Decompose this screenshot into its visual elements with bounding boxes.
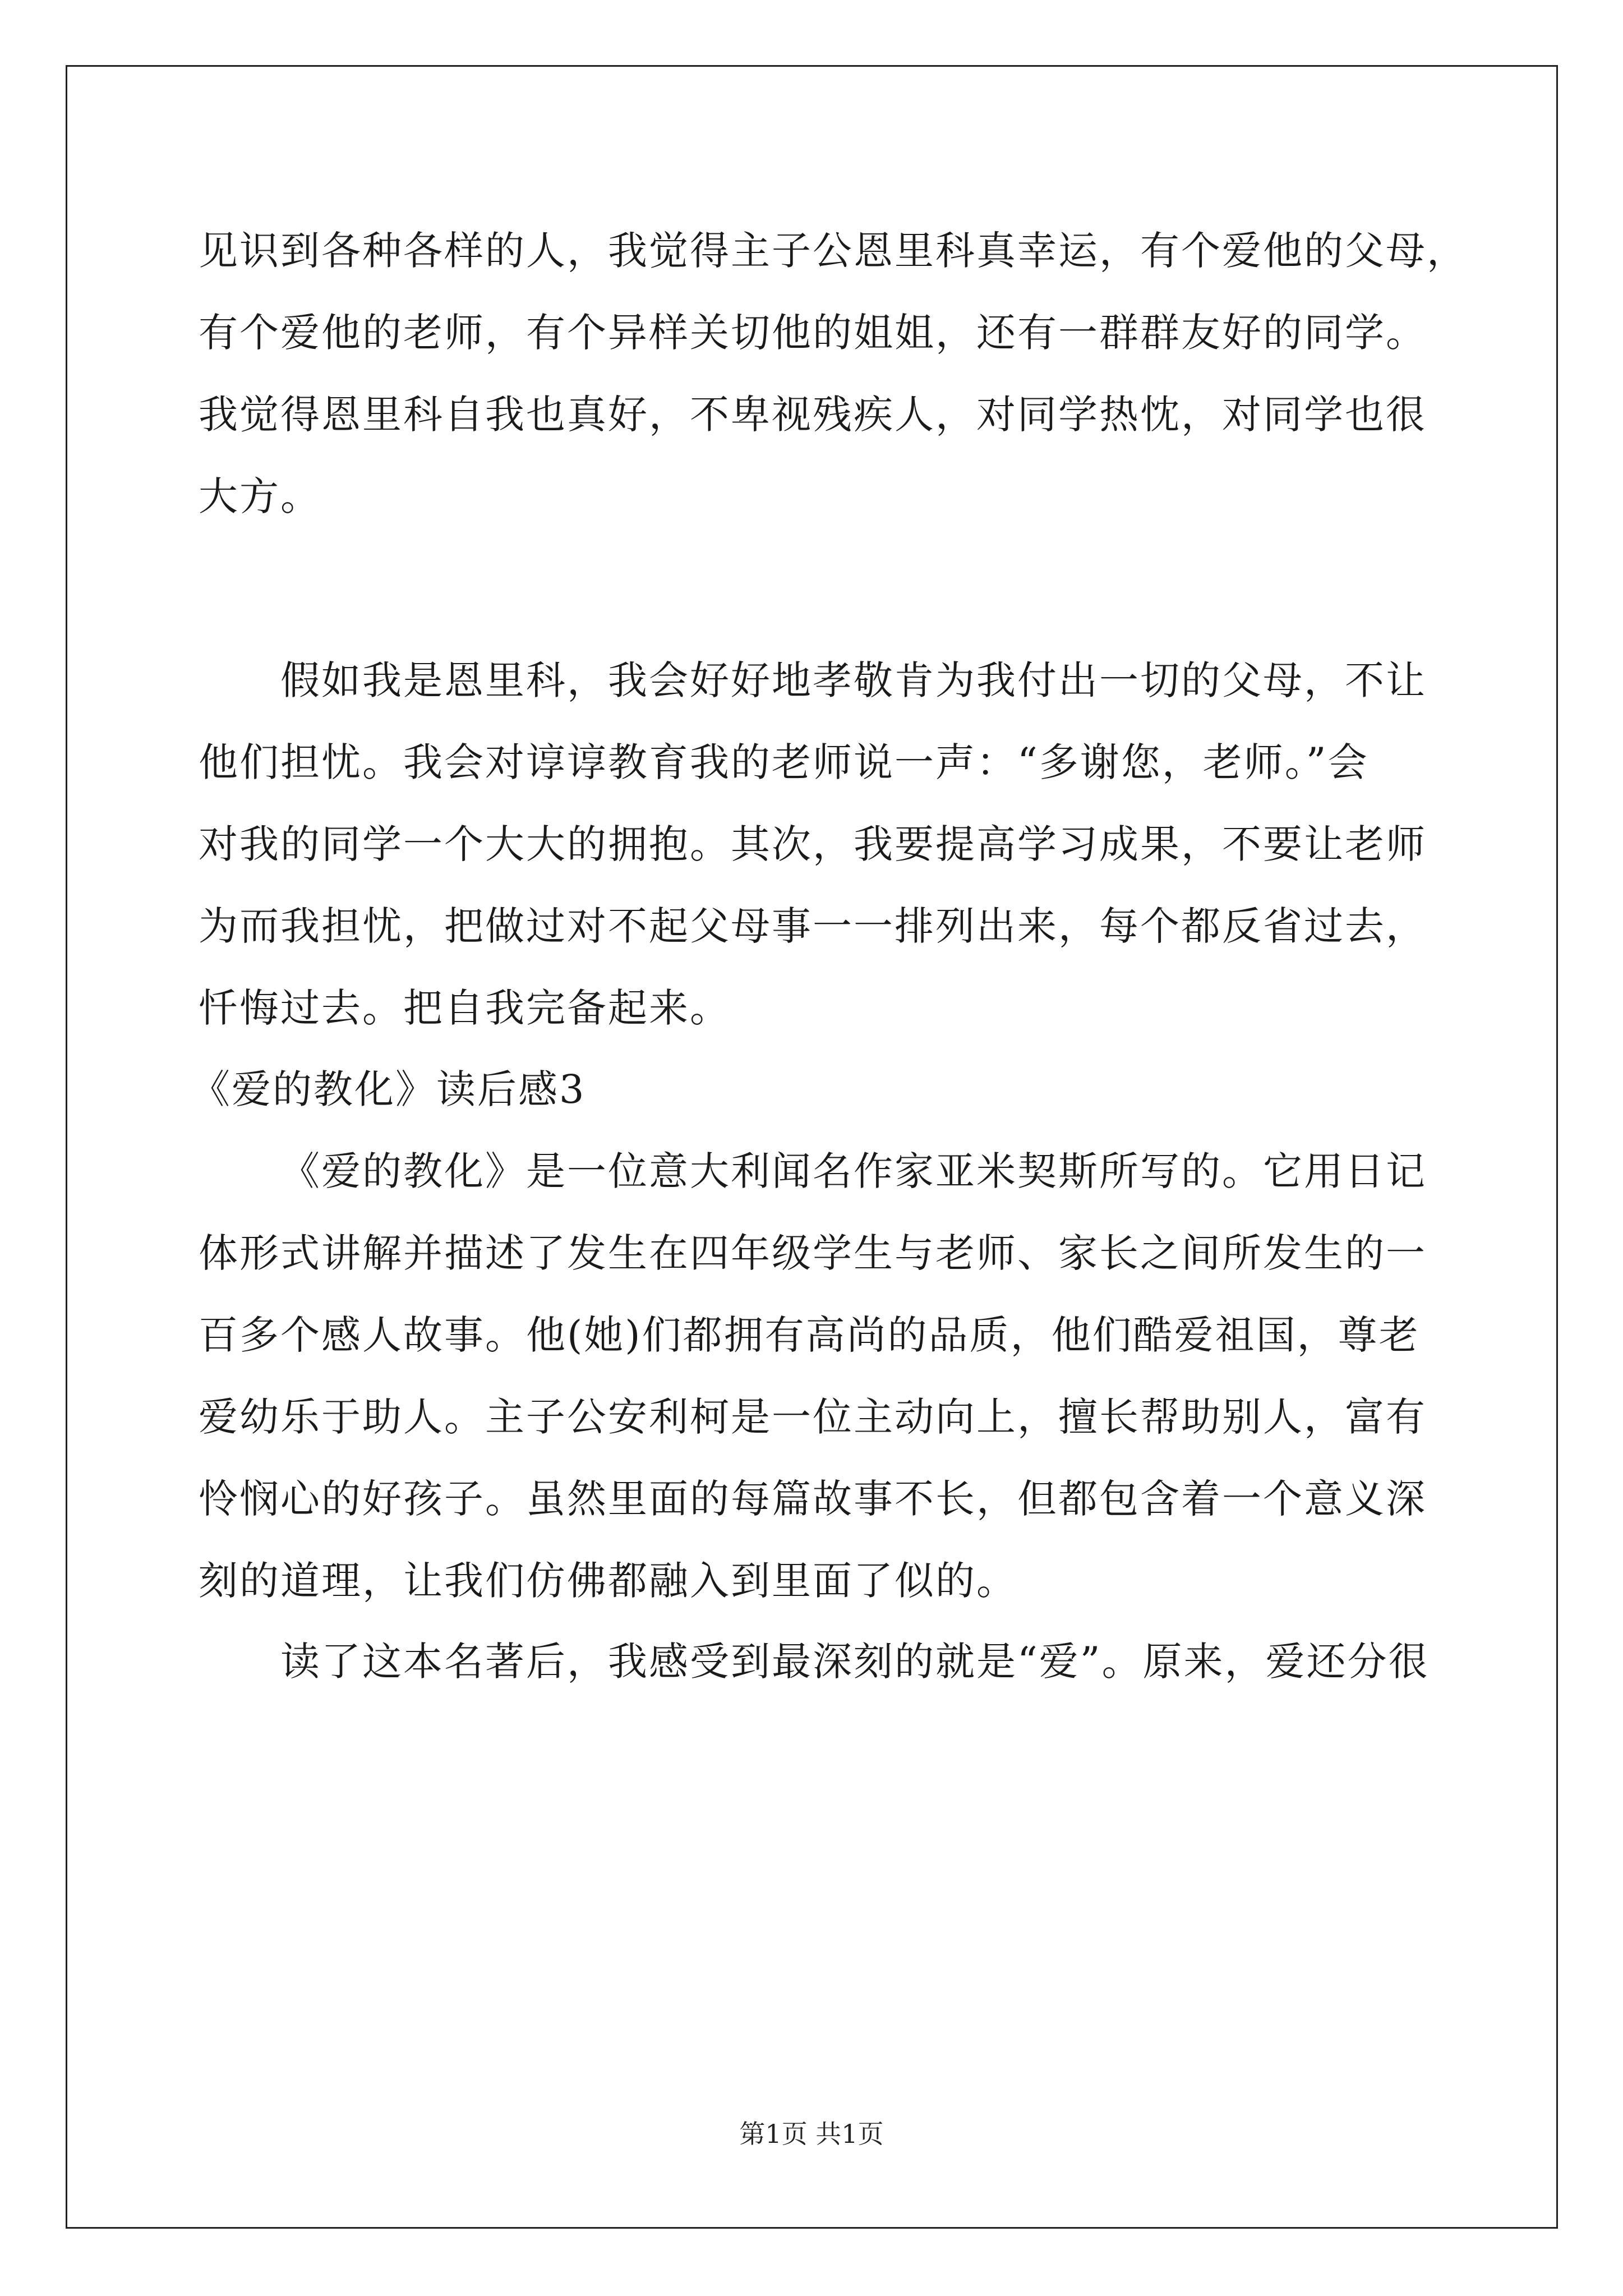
text-line: 我觉得恩里科自我也真好，不卑视残疾人，对同学热忱，对同学也很 <box>199 392 1427 438</box>
text-line: 刻的道理，让我们仿佛都融入到里面了似的。 <box>199 1558 1017 1604</box>
paragraph-start-line: 假如我是恩里科，我会好好地孝敬肯为我付出一切的父母，不让 <box>280 657 1427 703</box>
text-line: 怜悯心的好孩子。虽然里面的每篇故事不长，但都包含着一个意义深 <box>199 1476 1427 1522</box>
text-line: 体形式讲解并描述了发生在四年级学生与老师、家长之间所发生的一 <box>199 1230 1427 1276</box>
paragraph-start-line: 《爱的教化》是一位意大利闻名作家亚米契斯所写的。它用日记 <box>280 1148 1427 1194</box>
paragraph-start-line: 读了这本名著后，我感受到最深刻的就是“爱”。原来，爱还分很 <box>280 1639 1430 1685</box>
text-line: 他们担忧。我会对谆谆教育我的老师说一声：“多谢您，老师。”会 <box>199 739 1369 785</box>
section-heading: 《爱的教化》读后感3 <box>191 1066 586 1112</box>
text-line: 有个爱他的老师，有个异样关切他的姐姐，还有一群群友好的同学。 <box>199 310 1427 356</box>
text-line: 为而我担忧，把做过对不起父母事一一排列出来，每个都反省过去， <box>199 903 1427 949</box>
text-line: 大方。 <box>199 473 321 519</box>
text-line: 百多个感人故事。他(她)们都拥有高尚的品质，他们酷爱祖国，尊老 <box>199 1312 1420 1358</box>
text-line: 爱幼乐于助人。主子公安利柯是一位主动向上，擅长帮助别人，富有 <box>199 1394 1427 1440</box>
text-line: 对我的同学一个大大的拥抱。其次，我要提高学习成果，不要让老师 <box>199 821 1427 867</box>
text-line: 忏悔过去。把自我完备起来。 <box>199 985 731 1031</box>
text-line: 见识到各种各样的人，我觉得主子公恩里科真幸运，有个爱他的父母， <box>199 228 1468 274</box>
page-number-footer: 第1页 共1页 <box>739 2119 884 2149</box>
